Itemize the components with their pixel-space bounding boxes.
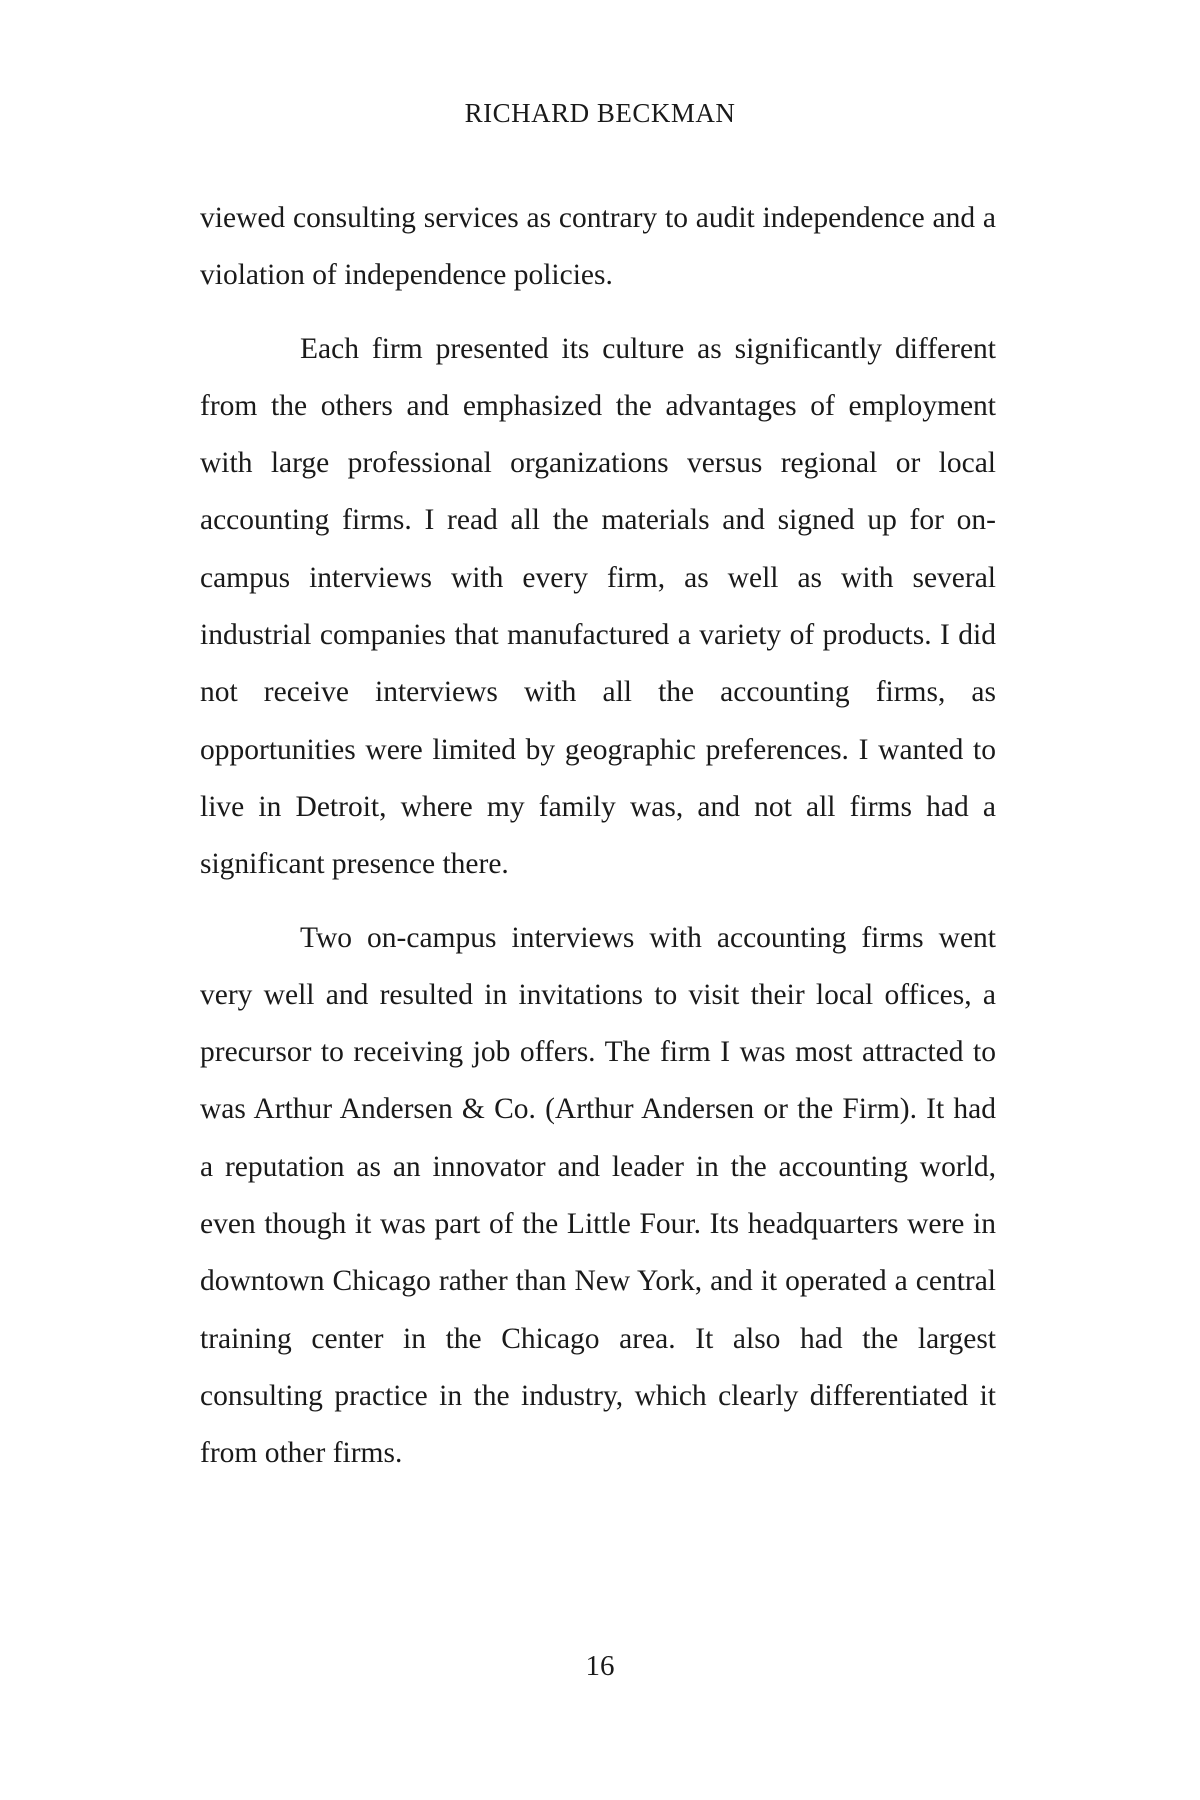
running-header: RICHARD BECKMAN: [464, 98, 736, 128]
page-number: 16: [585, 1650, 615, 1682]
paragraph-firm-cultures: Each firm presented its culture as significantly different from the others and emphasized the advantages of employment with large professional organizations versus regional or local accounting firms. I read all the materials and signed up for on-campus interviews with every firm, as well as with several industrial companies that manufactured a variety of products. I did not receive interviews with all the accounting firms, as opportunities were limited by geographic preferences. I wanted to live in Detroit, where my family was, and not all firms had a significant presence there.: [200, 332, 996, 881]
paragraph-interviews: Two on-campus interviews with accounting firms went very well and resulted in invitations to visit their local offices, a precursor to receiving job offers. The firm I was most attracted to was Arthur Andersen & Co. (Arthur Andersen or the Firm). It had a reputation as an innovator and leader in the accounting world, even though it was part of the Little Four. Its headquarters were in downtown Chicago rather than New York, and it operated a central training center in the Chicago area. It also had the largest consulting practice in the industry, which clearly differentiated it from other firms.: [200, 921, 996, 1470]
body-text: [200, 190, 996, 1499]
paragraph-continuation: viewed consulting services as contrary to audit independence and a violation of independence policies.: [200, 202, 996, 292]
